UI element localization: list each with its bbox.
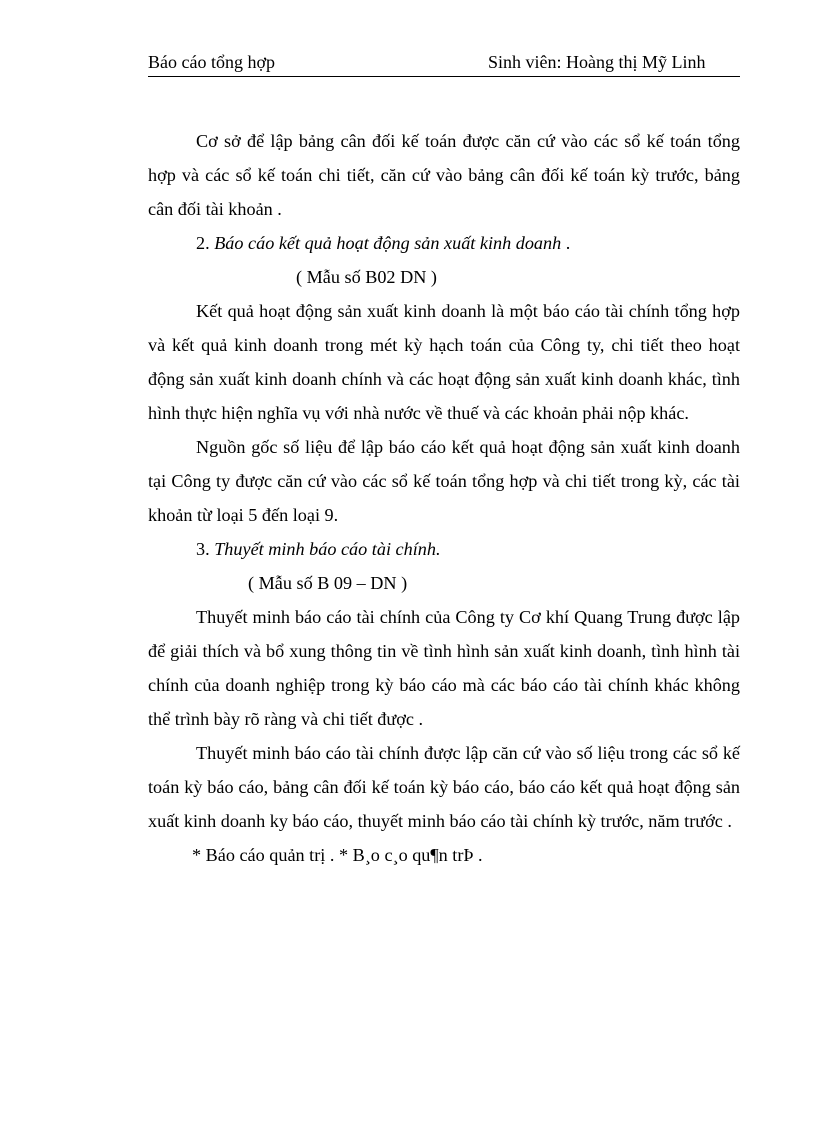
section-title: Thuyết minh báo cáo tài chính. — [214, 539, 441, 559]
section-number: 3. — [196, 539, 210, 559]
form-code-b09: ( Mẫu số B 09 – DN ) — [248, 573, 408, 593]
section-title: Báo cáo kết quả hoạt động sản xuất kinh doanh — [214, 233, 562, 253]
paragraph-notes-basis: Thuyết minh báo cáo tài chính được lập căn cứ vào số liệu trong các sổ kế toán kỳ báo cáo, bảng cân đối kế toán kỳ báo cáo, báo cáo kết quả hoạt động sản xuất kinh doanh ky báo cáo, thuyết minh báo cáo tài chính kỳ trước, năm trước . — [148, 743, 740, 831]
section-number: 2. — [196, 233, 210, 253]
section-heading-income-statement — [148, 226, 740, 260]
paragraph-data-source: Nguồn gốc số liệu để lập báo cáo kết quả hoạt động sản xuất kinh doanh tại Công ty được căn cứ vào các sổ kế toán tổng hợp và chi tiết trong kỳ, các tài khoản từ loại 5 đến loại 9. — [148, 437, 740, 525]
section-title-tail: . — [561, 233, 571, 253]
paragraph-income-statement: Kết quả hoạt động sản xuất kinh doanh là một báo cáo tài chính tổng hợp và kết quả kinh doanh trong mét kỳ hạch toán của Công ty, chi tiết theo hoạt động sản xuất kinh doanh chính và các hoạt động sản xuất kinh doanh khác, tình hình thực hiện nghĩa vụ với nhà nước về thuế và các khoản phải nộp khác. — [148, 301, 740, 423]
section-heading-notes — [148, 532, 740, 566]
document-body — [148, 124, 740, 872]
page-header — [148, 52, 740, 77]
management-report-note: * Báo cáo quản trị . * B¸o c¸o qu¶n trÞ . — [192, 845, 483, 865]
header-report-title: Báo cáo tổng hợp — [148, 52, 275, 72]
paragraph-balance-sheet-basis: Cơ sở để lập bảng cân đối kế toán được căn cứ vào các sổ kế toán tổng hợp và các sổ kế toán chi tiết, căn cứ vào bảng cân đối kế toán kỳ trước, bảng cân đối tài khoản . — [148, 131, 740, 219]
form-code-b02: ( Mẫu số B02 DN ) — [296, 267, 437, 287]
paragraph-notes-purpose: Thuyết minh báo cáo tài chính của Công ty Cơ khí Quang Trung được lập để giải thích và bổ xung thông tin về tình hình sản xuất kinh doanh, tình hình tài chính của doanh nghiệp trong kỳ báo cáo mà các báo cáo tài chính khác không thể trình bày rõ ràng và chi tiết được . — [148, 607, 740, 729]
header-student-name: Sinh viên: Hoàng thị Mỹ Linh — [488, 52, 706, 72]
